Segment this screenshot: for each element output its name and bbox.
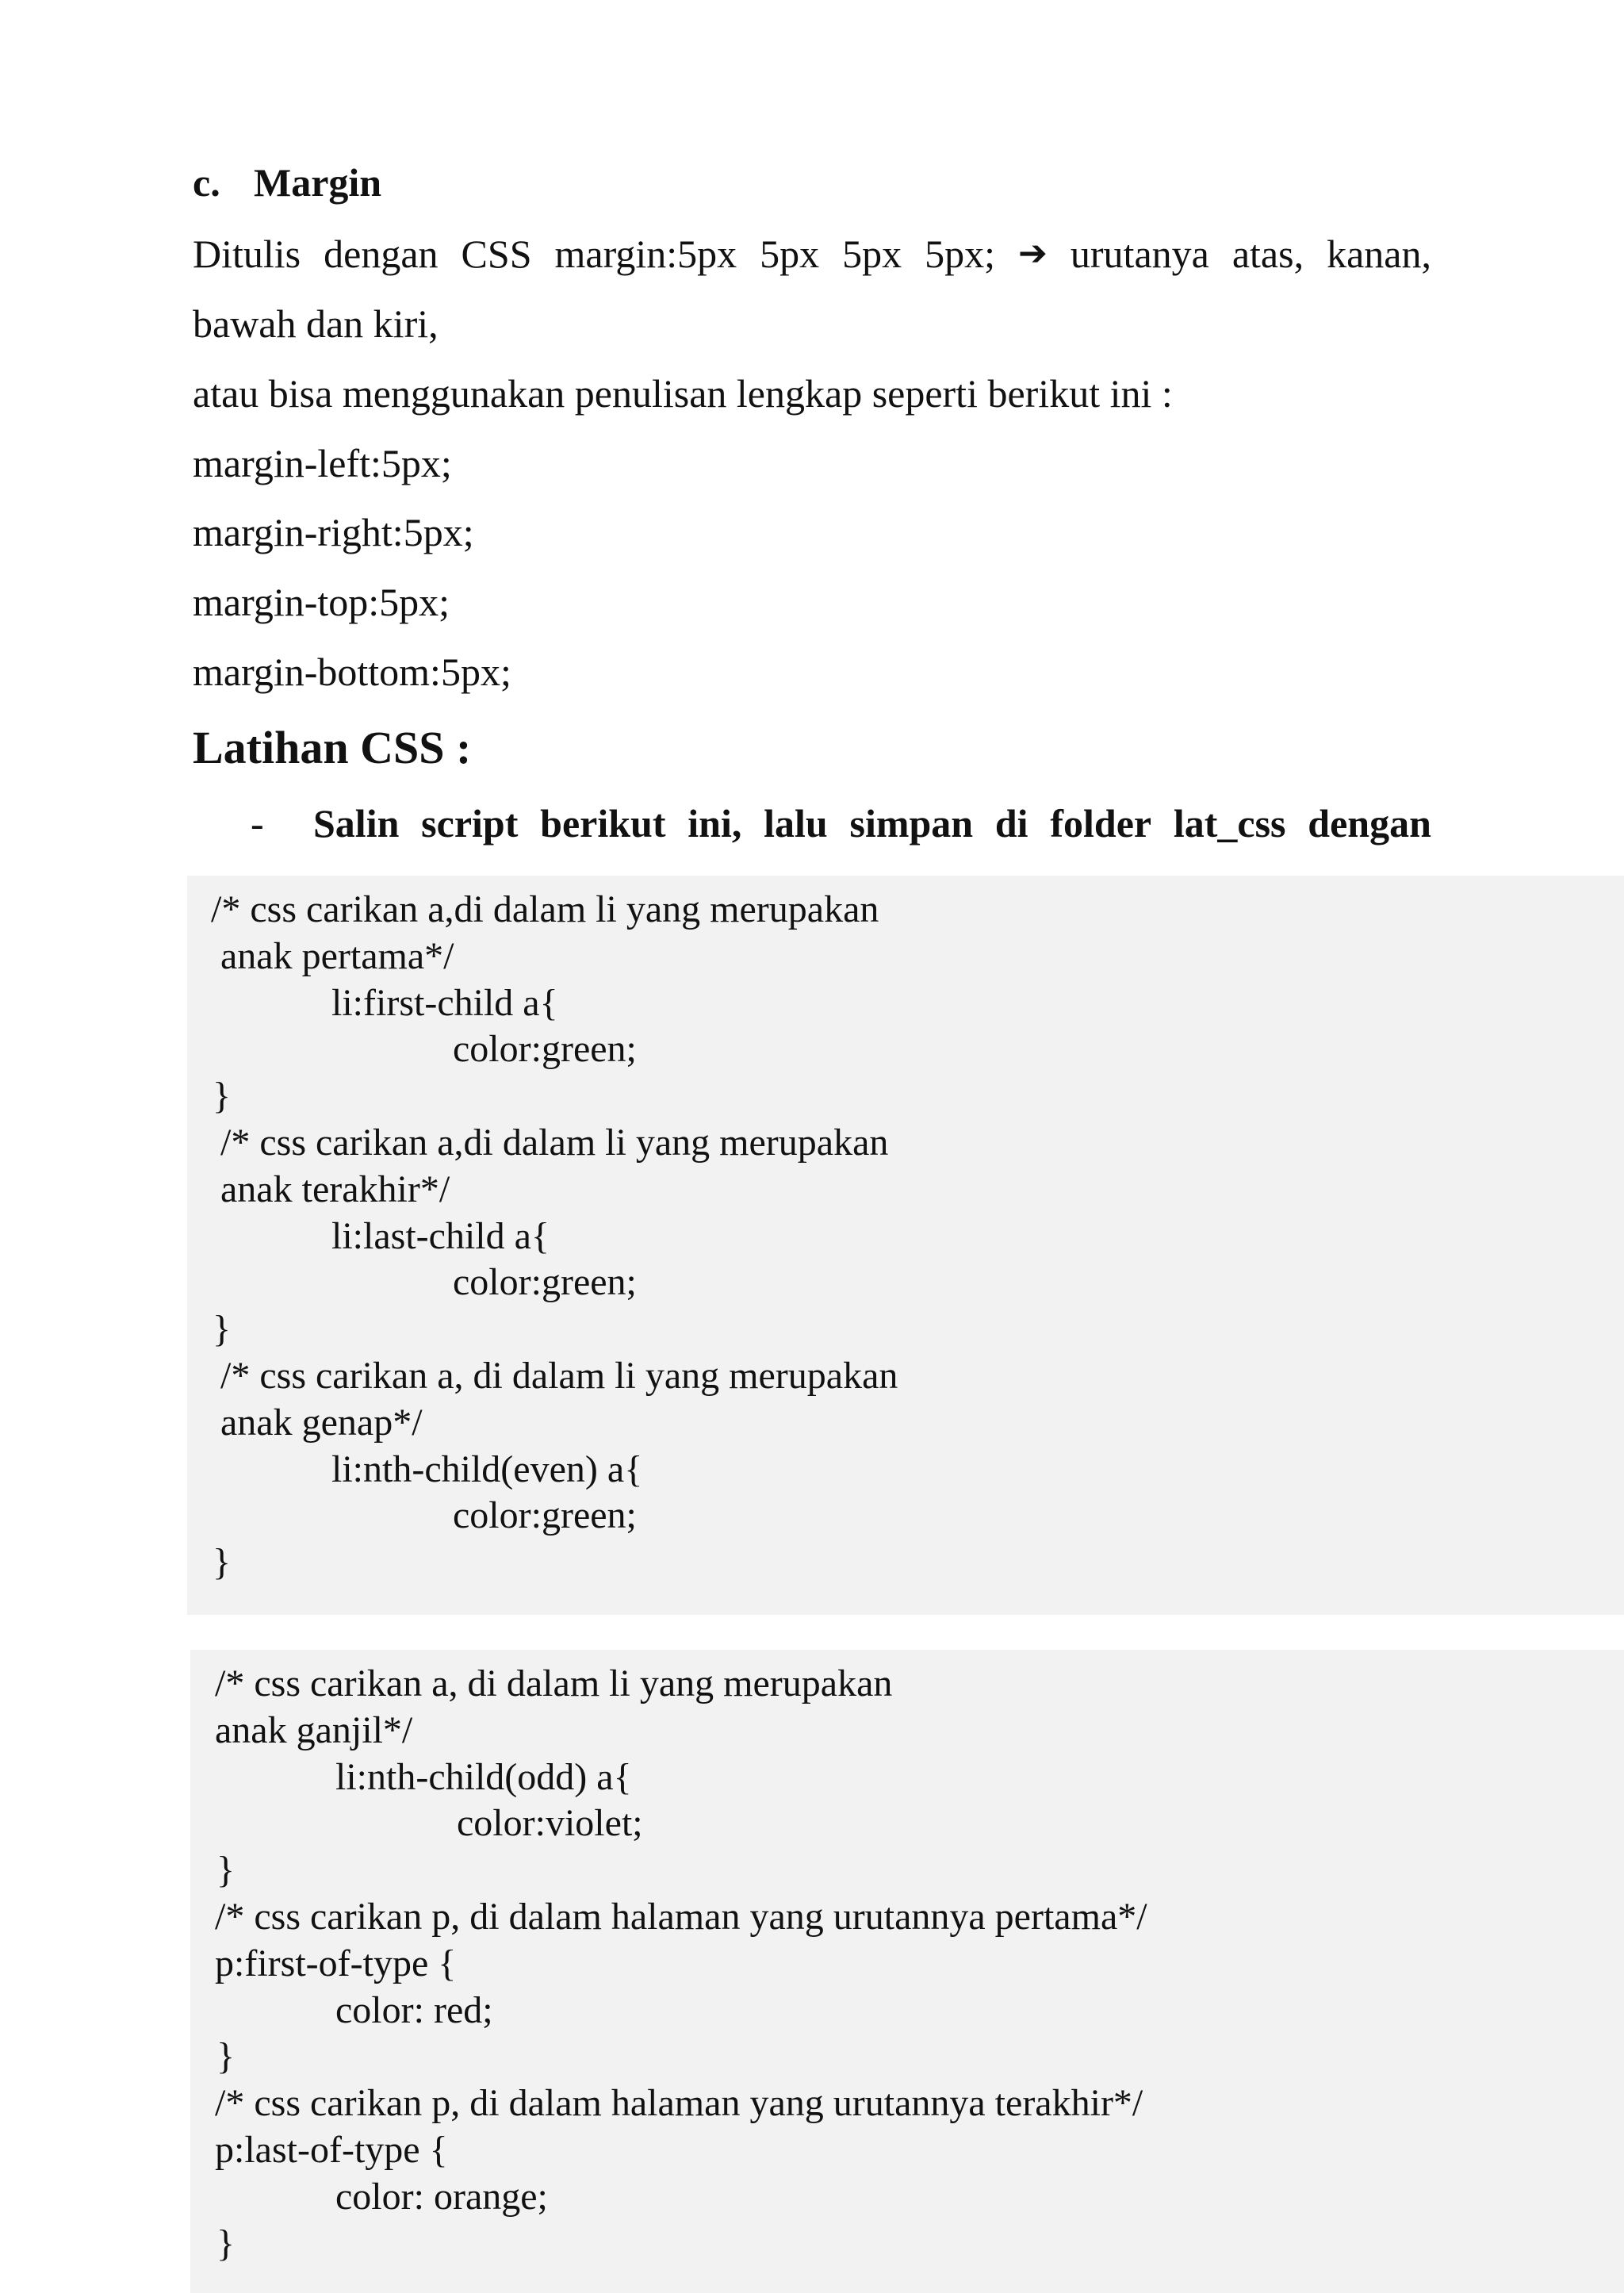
code-line: }	[213, 1308, 232, 1350]
code-line: anak ganjil*/	[215, 1709, 413, 1751]
code-line: }	[216, 1849, 236, 1891]
code-block-2	[190, 1650, 1624, 2293]
code-line: /* css carikan p, di dalam halaman yang urutannya terakhir*/	[215, 2082, 1143, 2124]
section-heading	[193, 159, 381, 206]
dash-bullet: -	[251, 801, 264, 845]
word: 5px	[842, 232, 902, 276]
section-marker: c.	[193, 160, 220, 205]
word: Ditulis	[193, 232, 301, 276]
code-line: color:violet;	[457, 1802, 643, 1844]
word: simpan	[849, 801, 974, 845]
code-line: }	[216, 2222, 236, 2264]
word: dengan	[1308, 801, 1431, 845]
code-line: /* css carikan a,di dalam li yang merupakan	[211, 888, 879, 930]
paragraph-line-2: bawah dan kiri,	[193, 301, 439, 346]
code-line: /* css carikan a, di dalam li yang merupakan	[215, 1662, 893, 1704]
word: ini,	[688, 801, 742, 845]
word: kanan,	[1327, 232, 1431, 276]
code-line: /* css carikan p, di dalam halaman yang urutannya pertama*/	[215, 1896, 1147, 1938]
word: di	[994, 801, 1028, 845]
instruction-line	[252, 799, 1431, 847]
code-line: li:last-child a{	[331, 1215, 550, 1257]
margin-property: margin-left:5px;	[193, 441, 452, 485]
margin-property: margin-right:5px;	[193, 510, 474, 554]
word: Salin	[313, 801, 400, 845]
code-line: color:green;	[453, 1028, 637, 1070]
code-line: color: red;	[335, 1989, 493, 2031]
latihan-heading: Latihan CSS :	[193, 722, 472, 773]
code-line: anak genap*/	[211, 1401, 423, 1444]
word: 5px;	[925, 232, 996, 276]
margin-property: margin-bottom:5px;	[193, 650, 511, 694]
word: folder	[1050, 801, 1152, 845]
code-line: /* css carikan a,di dalam li yang merupakan	[211, 1122, 889, 1164]
word: atas,	[1231, 232, 1304, 276]
code-line: anak pertama*/	[211, 935, 454, 977]
instruction-words	[313, 799, 1431, 847]
code-line: color: orange;	[335, 2176, 548, 2218]
paragraph-line-3: atau bisa menggunakan penulisan lengkap seperti berikut ini :	[193, 371, 1173, 416]
arrow-right-icon: ➔	[1018, 233, 1048, 274]
word: urutanya	[1070, 232, 1209, 276]
code-block-1	[187, 876, 1624, 1615]
word: script	[421, 801, 519, 845]
word: 5px	[760, 232, 820, 276]
code-line: p:last-of-type {	[215, 2129, 448, 2171]
code-line: color:green;	[453, 1494, 637, 1536]
code-line: li:nth-child(odd) a{	[335, 1756, 632, 1798]
code-line: anak terakhir*/	[211, 1168, 450, 1210]
margin-property: margin-top:5px;	[193, 580, 450, 624]
word: CSS	[461, 232, 532, 276]
section-title: Margin	[254, 160, 382, 205]
code-line: p:first-of-type {	[215, 1942, 457, 1984]
code-line: /* css carikan a, di dalam li yang merupakan	[211, 1355, 898, 1397]
code-line: li:first-child a{	[331, 982, 558, 1024]
word: lalu	[764, 801, 828, 845]
code-line: color:green;	[453, 1261, 637, 1303]
word: margin:5px	[554, 232, 737, 276]
code-line: }	[216, 2035, 236, 2077]
code-line: }	[213, 1541, 232, 1583]
paragraph-line-1	[193, 230, 1431, 278]
word: lat_css	[1173, 801, 1286, 845]
word: dengan	[324, 232, 439, 276]
word: berikut	[540, 801, 666, 845]
code-line: li:nth-child(even) a{	[331, 1448, 643, 1490]
code-line: }	[213, 1075, 232, 1117]
